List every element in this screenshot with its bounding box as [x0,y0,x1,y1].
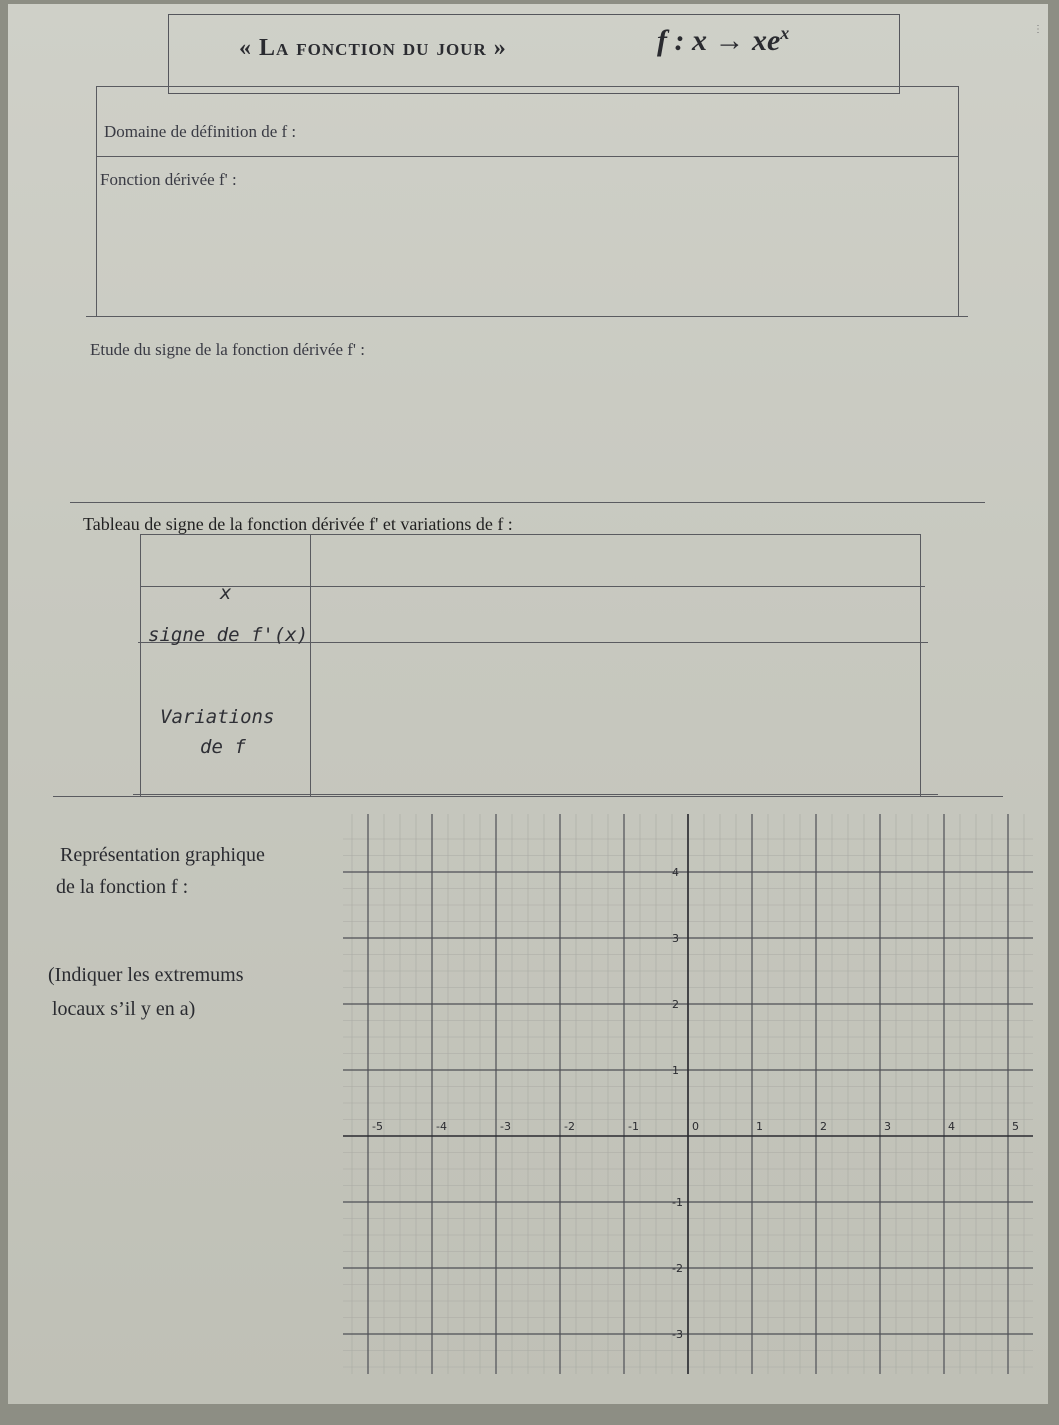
x-tick-label: -5 [372,1120,383,1133]
sign-study-label: Etude du signe de la fonction dérivée f' : [90,340,365,359]
derivative-label: Fonction dérivée f' : [100,170,237,189]
table-x-label: x [220,582,232,604]
y-tick-label: -2 [672,1262,683,1275]
x-tick-label: -3 [500,1120,511,1133]
worksheet-title: « La fonction du jour » [239,35,507,61]
y-tick-label: -1 [672,1196,683,1209]
x-tick-label: -4 [436,1120,447,1133]
x-tick-label: -2 [564,1120,575,1133]
frame-right-line [958,86,959,316]
x-tick-label: -1 [628,1120,639,1133]
sign-study-divider [70,502,985,503]
table-bottom-line [53,796,1003,797]
table-col-right [920,534,921,796]
y-tick-label: 2 [672,998,679,1011]
domain-divider [96,156,958,157]
x-tick-label: 4 [948,1120,955,1133]
graph-area [343,814,1033,1374]
formula-base: f : x → xe [657,24,781,57]
table-row-line-1 [140,586,925,587]
table-variations-label: Variations [160,706,275,728]
x-tick-label: 3 [884,1120,891,1133]
x-tick-label: 0 [692,1120,699,1133]
domain-label: Domaine de définition de f : [104,122,297,141]
table-label: Tableau de signe de la fonction dérivée f' et variations de f : [83,514,513,534]
y-tick-label: 4 [672,866,679,879]
table-col-left [140,534,141,796]
title-box [168,14,900,94]
frame-top-line [96,86,958,87]
graph-label-1: Représentation graphique [60,844,265,866]
y-tick-label: 1 [672,1064,679,1077]
derivative-divider [86,316,968,317]
page-edge-mark: ⋮ [1033,24,1043,35]
frame-left-line [96,86,97,316]
coordinate-grid [343,814,1033,1374]
y-tick-label: -3 [672,1328,683,1341]
graph-label-4: locaux s’il y en a) [52,998,196,1020]
table-sign-label: signe de f'(x) [148,624,309,646]
worksheet-page [8,4,1048,1404]
x-tick-label: 2 [820,1120,827,1133]
graph-label-3: (Indiquer les extremums [48,964,244,986]
x-tick-label: 5 [1012,1120,1019,1133]
x-tick-label: 1 [756,1120,763,1133]
table-variations-label-2: de f [200,736,246,758]
formula-exponent: x [780,23,790,43]
table-row-line-bottom [133,794,938,795]
title-formula [657,23,789,58]
y-tick-label: 3 [672,932,679,945]
graph-label-2: de la fonction f : [56,876,189,898]
table-col-divider [310,534,311,796]
table-row-line-top [140,534,920,535]
